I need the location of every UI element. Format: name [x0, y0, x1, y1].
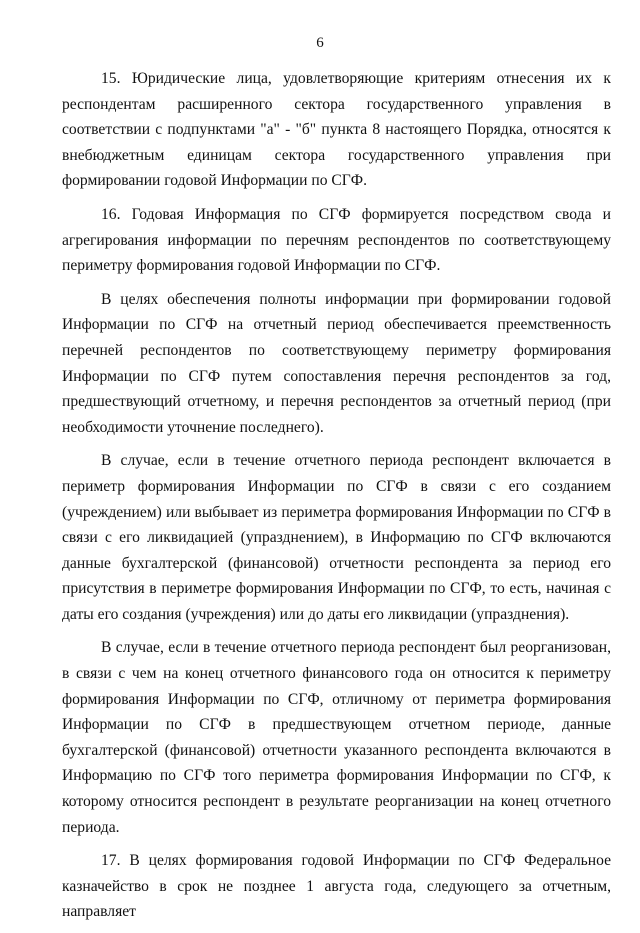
paragraph-15: 15. Юридические лица, удовлетворяющие критериям отнесения их к респондентам расширенного сектора государственного управления в соответствии с подпунктами "а" - "б" пункта 8 настоящего Порядка, относятся к внебюджетным единицам сектора государственного управления при формировании годовой Информации по СГФ.	[62, 70, 611, 190]
paragraph-reorganization: В случае, если в течение отчетного периода респондент был реорганизован, в связи с чем на конец отчетного финансового года он относится к периметру формирования Информации по СГФ, отличному от периметра формирования Информации по СГФ в предшествующем отчетном периоде, данные бухгалтерской (финансовой) отчетности указанного респондента включаются в Информацию по СГФ того периметра формирования Информации по СГФ, к которому относится респондент в результате реорганизации на конец отчетного периода.	[62, 639, 611, 836]
document-body	[62, 66, 611, 933]
paragraph-17: 17. В целях формирования годовой Информации по СГФ Федеральное казначейство в срок не позднее 1 августа года, следующего за отчетным, направляет	[62, 852, 611, 921]
paragraph-16: 16. Годовая Информация по СГФ формируется посредством свода и агрегирования информации по перечням респондентов по соответствующему периметру формирования годовой Информации по СГФ.	[62, 205, 611, 275]
paragraph-creation-liquidation: В случае, если в течение отчетного периода респондент включается в периметр формирования Информации по СГФ в связи с его созданием (учреждением) или выбывает из периметра формирования Информации по СГФ в связи с его ликвидацией (упразднением), в Информацию по СГФ включаются данные бухгалтерской (финансовой) отчетности респондента за период его присутствия в периметре формирования Информации по СГФ, то есть, начиная с даты его создания (учреждения) или до даты его ликвидации (упразднения).	[62, 452, 611, 623]
page-number: 6	[316, 35, 324, 51]
paragraph-completeness: В целях обеспечения полноты информации при формировании годовой Информации по СГФ на отчетный период обеспечивается преемственность перечней респондентов по соответствующему периметру формирования Информации по СГФ путем сопоставления перечня респондентов за год, предшествующий отчетному, и перечня респондентов за отчетный период (при необходимости уточнение последнего).	[62, 290, 611, 436]
